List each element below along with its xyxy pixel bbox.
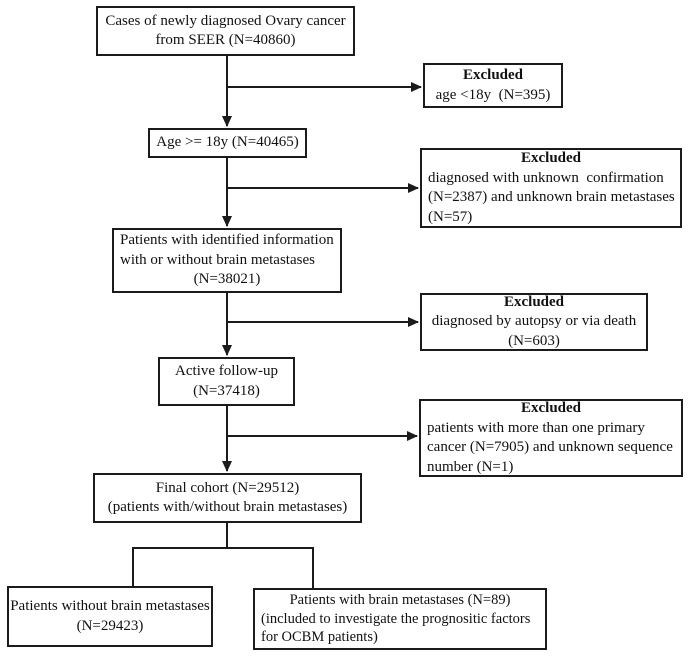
flow-box-identified-line-2: with or without brain metastases <box>120 251 315 268</box>
flow-box-age <box>148 128 307 158</box>
excluded-box-confirmation-title: Excluded <box>520 150 581 166</box>
excluded-box-primary-line-1: patients with more than one primary <box>427 419 645 436</box>
flow-box-without-bm-line-2: (N=29423) <box>76 617 144 634</box>
excluded-box-primary <box>419 399 683 477</box>
flow-box-final-cohort <box>93 473 362 523</box>
flow-box-followup <box>158 357 295 406</box>
flow-box-identified <box>112 228 342 293</box>
flow-box-identified-line-1: Patients with identified information <box>120 232 334 249</box>
excluded-box-age-line-1: age <18y (N=395) <box>435 86 551 103</box>
excluded-box-confirmation <box>420 148 682 228</box>
excluded-box-age <box>423 63 563 108</box>
flow-box-with-bm-line-3: for OCBM patients) <box>261 629 378 646</box>
flow-box-cases-line-1: Cases of newly diagnosed Ovary cancer <box>105 12 346 29</box>
flow-box-with-bm <box>253 588 547 650</box>
flow-box-age-line-1: Age >= 18y (N=40465) <box>156 134 299 151</box>
flow-box-followup-line-2: (N=37418) <box>193 382 260 399</box>
excluded-box-autopsy <box>420 293 648 351</box>
excluded-box-autopsy-line-1: diagnosed by autopsy or via death <box>431 313 637 330</box>
flow-box-final-cohort-line-1: Final cohort (N=29512) <box>155 479 300 496</box>
excluded-box-confirmation-line-1: diagnosed with unknown confirmation <box>428 169 664 186</box>
flow-box-without-bm <box>7 586 213 647</box>
flow-box-followup-line-1: Active follow-up <box>175 363 278 379</box>
excluded-box-primary-line-2: cancer (N=7905) and unknown sequence <box>427 439 673 455</box>
flow-box-final-cohort-line-2: (patients with/without brain metastases) <box>107 499 348 515</box>
flow-box-cases-line-2: from SEER (N=40860) <box>155 32 296 48</box>
excluded-box-confirmation-line-3: (N=57) <box>428 208 473 225</box>
excluded-box-primary-title: Excluded <box>520 400 581 416</box>
flow-box-identified-line-3: (N=38021) <box>193 271 261 288</box>
flow-box-with-bm-line-1: Patients with brain metastases (N=89) <box>289 591 511 608</box>
flow-box-with-bm-line-2: (included to investigate the prognositic factors <box>261 610 531 627</box>
excluded-box-autopsy-title: Excluded <box>503 293 564 310</box>
excluded-box-primary-line-3: number (N=1) <box>427 458 514 475</box>
excluded-box-confirmation-line-2: (N=2387) and unknown brain metastases <box>428 189 675 205</box>
flow-box-without-bm-line-1: Patients without brain metastases <box>10 598 210 614</box>
excluded-box-autopsy-line-2: (N=603) <box>508 332 560 349</box>
excluded-box-age-title: Excluded <box>462 67 523 83</box>
flow-box-cases <box>96 6 355 56</box>
